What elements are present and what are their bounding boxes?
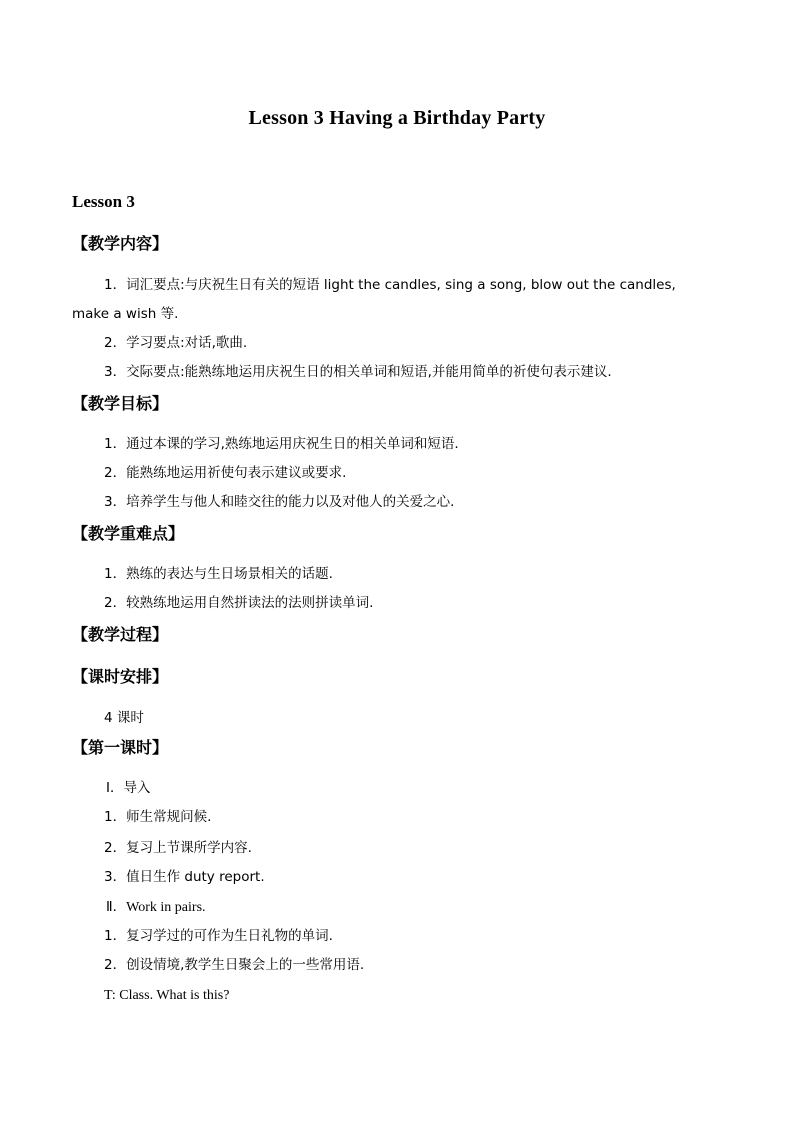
- section-heading-key-points: 【教学重难点】: [72, 524, 185, 543]
- item-text: 师生常规问候.: [126, 809, 212, 825]
- item-text: 较熟练地运用自然拼读法的法则拼读单词.: [126, 595, 374, 611]
- part-1-item-2: [104, 838, 252, 858]
- item-number: 1．: [104, 928, 127, 944]
- objective-item-2: [104, 463, 346, 483]
- part-number: Ⅱ．: [106, 899, 127, 915]
- document-title: Lesson 3 Having a Birthday Party: [248, 107, 546, 129]
- item-number: 3．: [104, 869, 127, 885]
- item-text: 培养学生与他人和睦交往的能力以及对他人的关爱之心.: [126, 494, 455, 510]
- content-item-1-continuation: make a wish 等.: [72, 306, 179, 322]
- item-text: 复习学过的可作为生日礼物的单词.: [126, 928, 333, 944]
- part-2-heading: [106, 897, 206, 918]
- lesson-heading: Lesson 3: [72, 192, 135, 211]
- part-2-item-2: [104, 955, 364, 975]
- item-number: 2．: [104, 335, 127, 351]
- part-number: Ⅰ．: [106, 780, 124, 796]
- dialogue-line: T: Class. What is this?: [104, 988, 230, 1003]
- key-point-item-2: [104, 593, 373, 613]
- content-item-1: [104, 275, 718, 295]
- item-text: 交际要点:能熟练地运用庆祝生日的相关单词和短语,并能用简单的祈使句表示建议.: [126, 364, 612, 380]
- item-number: 2．: [104, 957, 127, 973]
- part-1-item-3: [104, 867, 265, 887]
- part-text: Work in pairs.: [126, 900, 206, 915]
- item-text: 词汇要点:与庆祝生日有关的短语 light the candles, sing a song, blow out the candles,: [126, 277, 676, 293]
- item-number: 3．: [104, 494, 127, 510]
- item-text: 通过本课的学习,熟练地运用庆祝生日的相关单词和短语.: [126, 436, 459, 452]
- content-item-2: [104, 333, 247, 353]
- item-number: 1．: [104, 809, 127, 825]
- section-heading-objectives: 【教学目标】: [72, 394, 169, 413]
- objective-item-3: [104, 492, 454, 512]
- item-number: 3．: [104, 364, 127, 380]
- item-number: 1．: [104, 436, 127, 452]
- key-point-item-1: [104, 564, 333, 584]
- objective-item-1: [104, 434, 459, 454]
- section-heading-content: 【教学内容】: [72, 234, 169, 253]
- item-text: 创设情境,教学生日聚会上的一些常用语.: [126, 957, 365, 973]
- item-number: 2．: [104, 840, 127, 856]
- item-text: 复习上节课所学内容.: [126, 840, 252, 856]
- part-1-heading: [106, 778, 150, 798]
- item-text: 能熟练地运用祈使句表示建议或要求.: [126, 465, 347, 481]
- item-number: 2．: [104, 465, 127, 481]
- item-number: 1．: [104, 566, 127, 582]
- item-number: 2．: [104, 595, 127, 611]
- schedule-text: 4 课时: [104, 710, 144, 726]
- item-text: 学习要点:对话,歌曲.: [126, 335, 248, 351]
- part-2-item-1: [104, 926, 333, 946]
- item-text: 熟练的表达与生日场景相关的话题.: [126, 566, 333, 582]
- item-text: 值日生作 duty report.: [126, 869, 265, 885]
- section-heading-first-period: 【第一课时】: [72, 738, 169, 757]
- item-number: 1．: [104, 277, 127, 293]
- part-1-item-1: [104, 807, 211, 827]
- part-text: 导入: [123, 780, 151, 796]
- content-item-3: [104, 362, 612, 382]
- section-heading-process: 【教学过程】: [72, 625, 169, 644]
- section-heading-schedule: 【课时安排】: [72, 667, 169, 686]
